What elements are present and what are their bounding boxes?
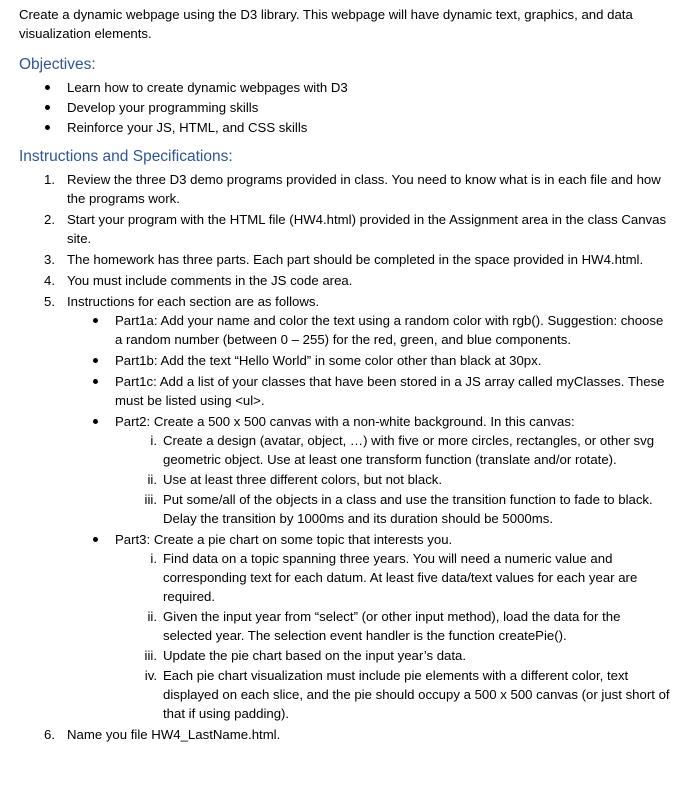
part-item-part1a bbox=[67, 311, 671, 349]
part-item-part1b bbox=[67, 351, 671, 370]
instruction-number: 3. bbox=[44, 252, 55, 267]
sub-item bbox=[115, 470, 671, 489]
part-text: Part1a: Add your name and color the text using a random color with rgb(). Suggestion: choose a random number (between 0 – 255) for the red, green, and blue components. bbox=[115, 313, 664, 347]
instruction-item bbox=[19, 725, 671, 744]
part-item-part3 bbox=[67, 530, 671, 723]
instruction-item bbox=[19, 210, 671, 248]
sub-item-text: Update the pie chart based on the input year’s data. bbox=[163, 648, 467, 663]
part-text: Part1b: Add the text “Hello World” in some color other than black at 30px. bbox=[115, 353, 542, 368]
objectives-heading: Objectives: bbox=[19, 56, 96, 73]
sub-item bbox=[115, 431, 671, 469]
instruction-item bbox=[19, 170, 671, 208]
sub-item-number: i. bbox=[150, 551, 157, 566]
instruction-item bbox=[19, 271, 671, 290]
part-text: Part3: Create a pie chart on some topic that interests you. bbox=[115, 532, 453, 547]
sub-item bbox=[115, 490, 671, 528]
objective-item: Develop your programming skills bbox=[19, 98, 671, 117]
sub-item-number: ii. bbox=[147, 472, 157, 487]
part-text: Part1c: Add a list of your classes that have been stored in a JS array called myClasses. These must be listed using <ul>. bbox=[115, 374, 665, 408]
objective-item: Reinforce your JS, HTML, and CSS skills bbox=[19, 118, 671, 137]
objectives-list bbox=[19, 78, 671, 137]
instruction-text: Review the three D3 demo programs provided in class. You need to know what is in each file and how the programs work. bbox=[67, 172, 661, 206]
instruction-number: 2. bbox=[44, 212, 55, 227]
part3-sub-list bbox=[115, 549, 671, 723]
instruction-number: 5. bbox=[44, 294, 55, 309]
sub-item-number: iii. bbox=[144, 648, 157, 663]
part-item-part1c bbox=[67, 372, 671, 410]
part2-sub-list bbox=[115, 431, 671, 528]
instruction-number: 4. bbox=[44, 273, 55, 288]
sub-item bbox=[115, 646, 671, 665]
instructions-list bbox=[19, 170, 671, 744]
instruction-number: 1. bbox=[44, 172, 55, 187]
instruction-text: The homework has three parts. Each part should be completed in the space provided in HW4.html. bbox=[67, 252, 644, 267]
sub-item-text: Given the input year from “select” (or other input method), load the data for the selected year. The selection event handler is the function createPie(). bbox=[163, 609, 621, 643]
sub-item-number: ii. bbox=[147, 609, 157, 624]
sub-item-number: iii. bbox=[144, 492, 157, 507]
instruction-text: Instructions for each section are as follows. bbox=[67, 294, 320, 309]
sub-item-text: Put some/all of the objects in a class and use the transition function to fade to black. Delay the transition by 1000ms and its duration should be 5000ms. bbox=[163, 492, 653, 526]
intro-paragraph: Create a dynamic webpage using the D3 library. This webpage will have dynamic text, graphics, and data visualization elements. bbox=[19, 7, 633, 41]
sub-item bbox=[115, 549, 671, 606]
instruction-item bbox=[19, 250, 671, 269]
instruction-text: You must include comments in the JS code area. bbox=[67, 273, 353, 288]
sub-item-text: Create a design (avatar, object, …) with five or more circles, rectangles, or other svg geometric object. Use at least one transform function (translate and/or rotate). bbox=[163, 433, 655, 467]
sub-item-text: Find data on a topic spanning three years. You will need a numeric value and corresponding text for each datum. At least five data/text values for each year are required. bbox=[163, 551, 638, 604]
sub-item-text: Use at least three different colors, but not black. bbox=[163, 472, 443, 487]
sub-item-text: Each pie chart visualization must include pie elements with a different color, text displayed on each slice, and the pie should occupy a 500 x 500 canvas (or just short of that if using padding). bbox=[163, 668, 670, 721]
instruction-item bbox=[19, 292, 671, 723]
instruction-text: Name you file HW4_LastName.html. bbox=[67, 727, 281, 742]
part-text: Part2: Create a 500 x 500 canvas with a non-white background. In this canvas: bbox=[115, 414, 575, 429]
sub-item-number: iv. bbox=[144, 668, 157, 683]
sub-item-number: i. bbox=[150, 433, 157, 448]
assignment-document bbox=[19, 5, 671, 746]
instructions-heading: Instructions and Specifications: bbox=[19, 148, 233, 165]
sub-item bbox=[115, 607, 671, 645]
objective-item: Learn how to create dynamic webpages with D3 bbox=[19, 78, 671, 97]
sub-item bbox=[115, 666, 671, 723]
parts-list bbox=[67, 311, 671, 723]
part-item-part2 bbox=[67, 412, 671, 528]
instruction-text: Start your program with the HTML file (HW4.html) provided in the Assignment area in the class Canvas site. bbox=[67, 212, 667, 246]
instruction-number: 6. bbox=[44, 727, 55, 742]
